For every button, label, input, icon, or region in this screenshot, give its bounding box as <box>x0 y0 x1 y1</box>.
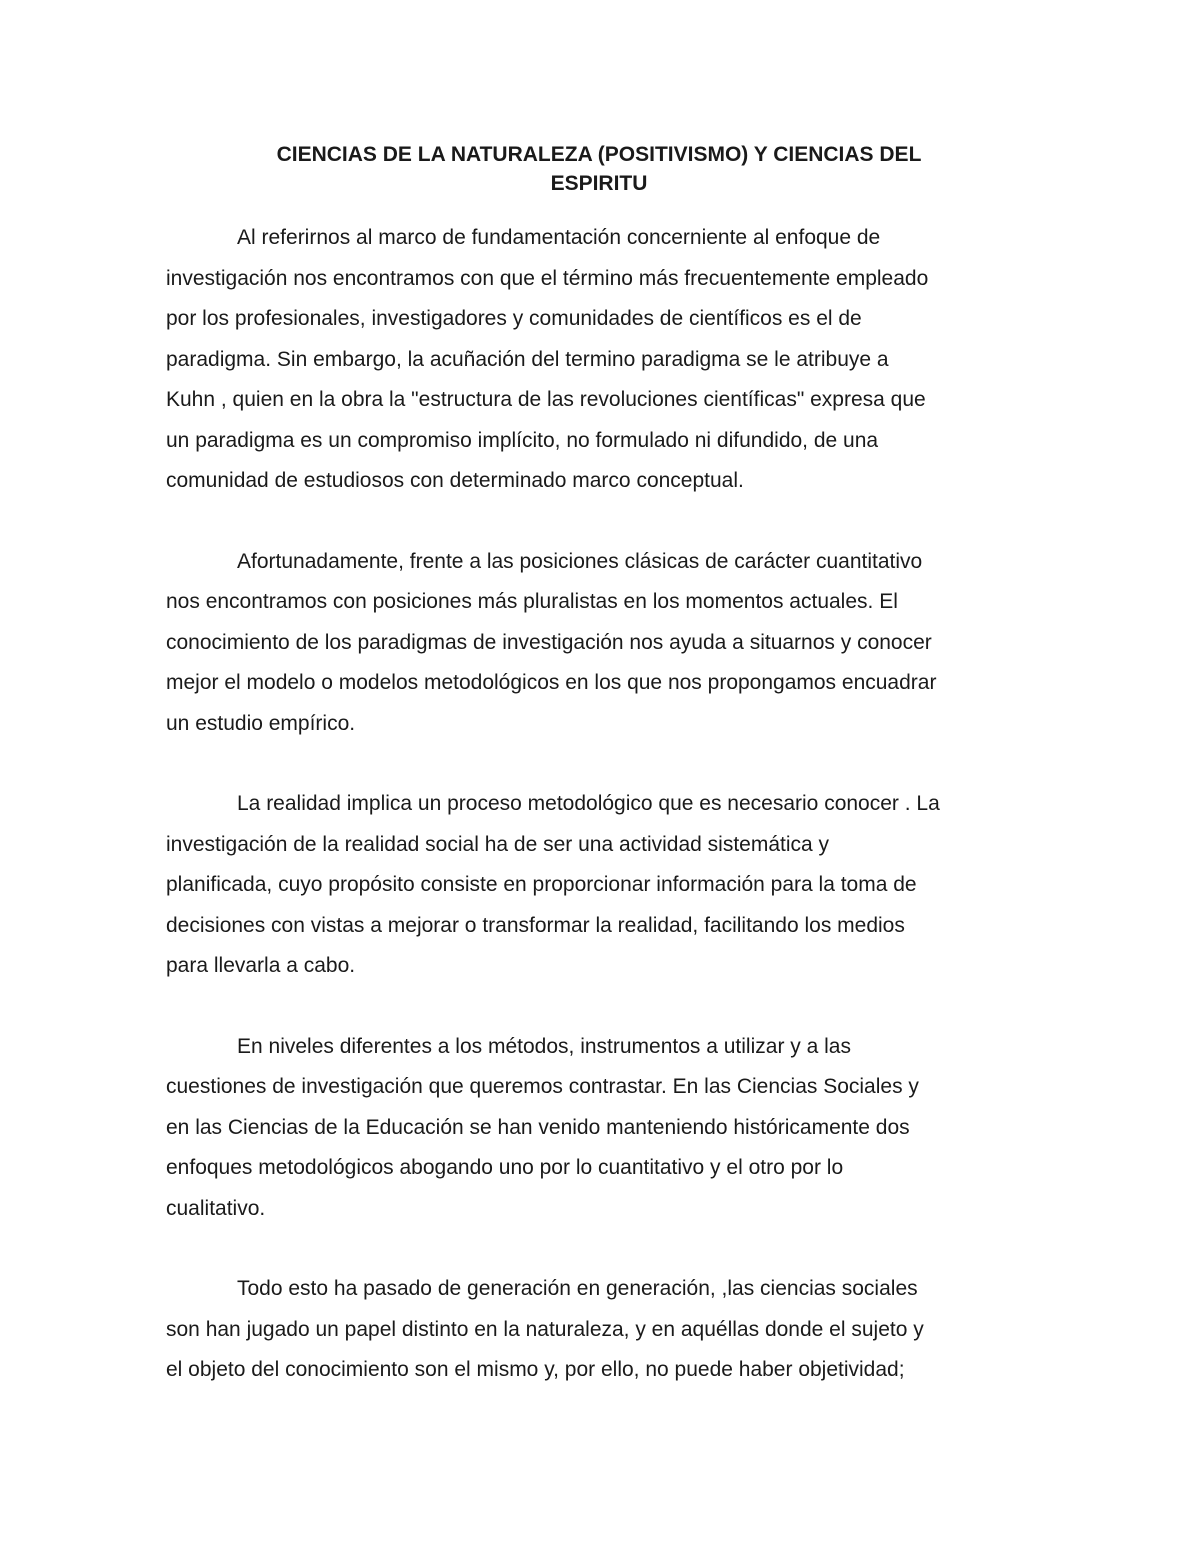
text-line: En niveles diferentes a los métodos, instrumentos a utilizar y a las <box>237 1034 851 1058</box>
text-line: Al referirnos al marco de fundamentación concerniente al enfoque de <box>237 226 881 249</box>
title-line: CIENCIAS DE LA NATURALEZA (POSITIVISMO) Y CIENCIAS DEL <box>276 143 922 166</box>
paragraph <box>166 1269 1036 1391</box>
document-title <box>166 140 1032 198</box>
text-line: decisiones con vistas a mejorar o transformar la realidad, facilitando los medios <box>166 913 905 937</box>
text-line: Kuhn , quien en la obra la "estructura de las revoluciones científicas" expresa que <box>166 388 926 411</box>
text-line: por los profesionales, investigadores y comunidades de científicos es el de <box>166 307 862 330</box>
paragraph <box>166 542 1036 745</box>
text-line: enfoques metodológicos abogando uno por lo cuantitativo y el otro por lo <box>166 1156 844 1179</box>
text-line: Todo esto ha pasado de generación en generación, ,las ciencias sociales <box>237 1277 918 1300</box>
text-line: cualitativo. <box>166 1196 266 1220</box>
text-line: conocimiento de los paradigmas de investigación nos ayuda a situarnos y conocer <box>166 630 932 654</box>
paragraph <box>166 218 1036 502</box>
text-line: nos encontramos con posiciones más pluralistas en los momentos actuales. El <box>166 590 898 613</box>
text-line: paradigma. Sin embargo, la acuñación del termino paradigma se le atribuye a <box>166 347 889 371</box>
text-line: un paradigma es un compromiso implícito, no formulado ni difundido, de una <box>166 428 879 452</box>
text-line: mejor el modelo o modelos metodológicos en los que nos propongamos encuadrar <box>166 671 937 694</box>
text-line: Afortunadamente, frente a las posiciones clásicas de carácter cuantitativo <box>237 549 923 573</box>
text-line: cuestiones de investigación que queremos contrastar. En las Ciencias Sociales y <box>166 1075 919 1098</box>
text-line: son han jugado un papel distinto en la naturaleza, y en aquéllas donde el sujeto y <box>166 1317 924 1341</box>
title-line: ESPIRITU <box>550 172 648 195</box>
paragraph <box>166 1027 1036 1230</box>
text-line: La realidad implica un proceso metodológico que es necesario conocer . La <box>237 792 940 815</box>
document-body <box>166 218 1036 1431</box>
text-line: en las Ciencias de la Educación se han venido manteniendo históricamente dos <box>166 1115 910 1139</box>
text-line: investigación nos encontramos con que el término más frecuentemente empleado <box>166 266 929 290</box>
text-line: el objeto del conocimiento son el mismo y, por ello, no puede haber objetividad; <box>166 1358 905 1381</box>
text-line: planificada, cuyo propósito consiste en proporcionar información para la toma de <box>166 873 917 896</box>
text-line: un estudio empírico. <box>166 711 356 735</box>
text-line: comunidad de estudiosos con determinado marco conceptual. <box>166 469 744 492</box>
paragraph <box>166 784 1036 987</box>
text-line: investigación de la realidad social ha de ser una actividad sistemática y <box>166 832 830 856</box>
text-line: para llevarla a cabo. <box>166 954 356 977</box>
